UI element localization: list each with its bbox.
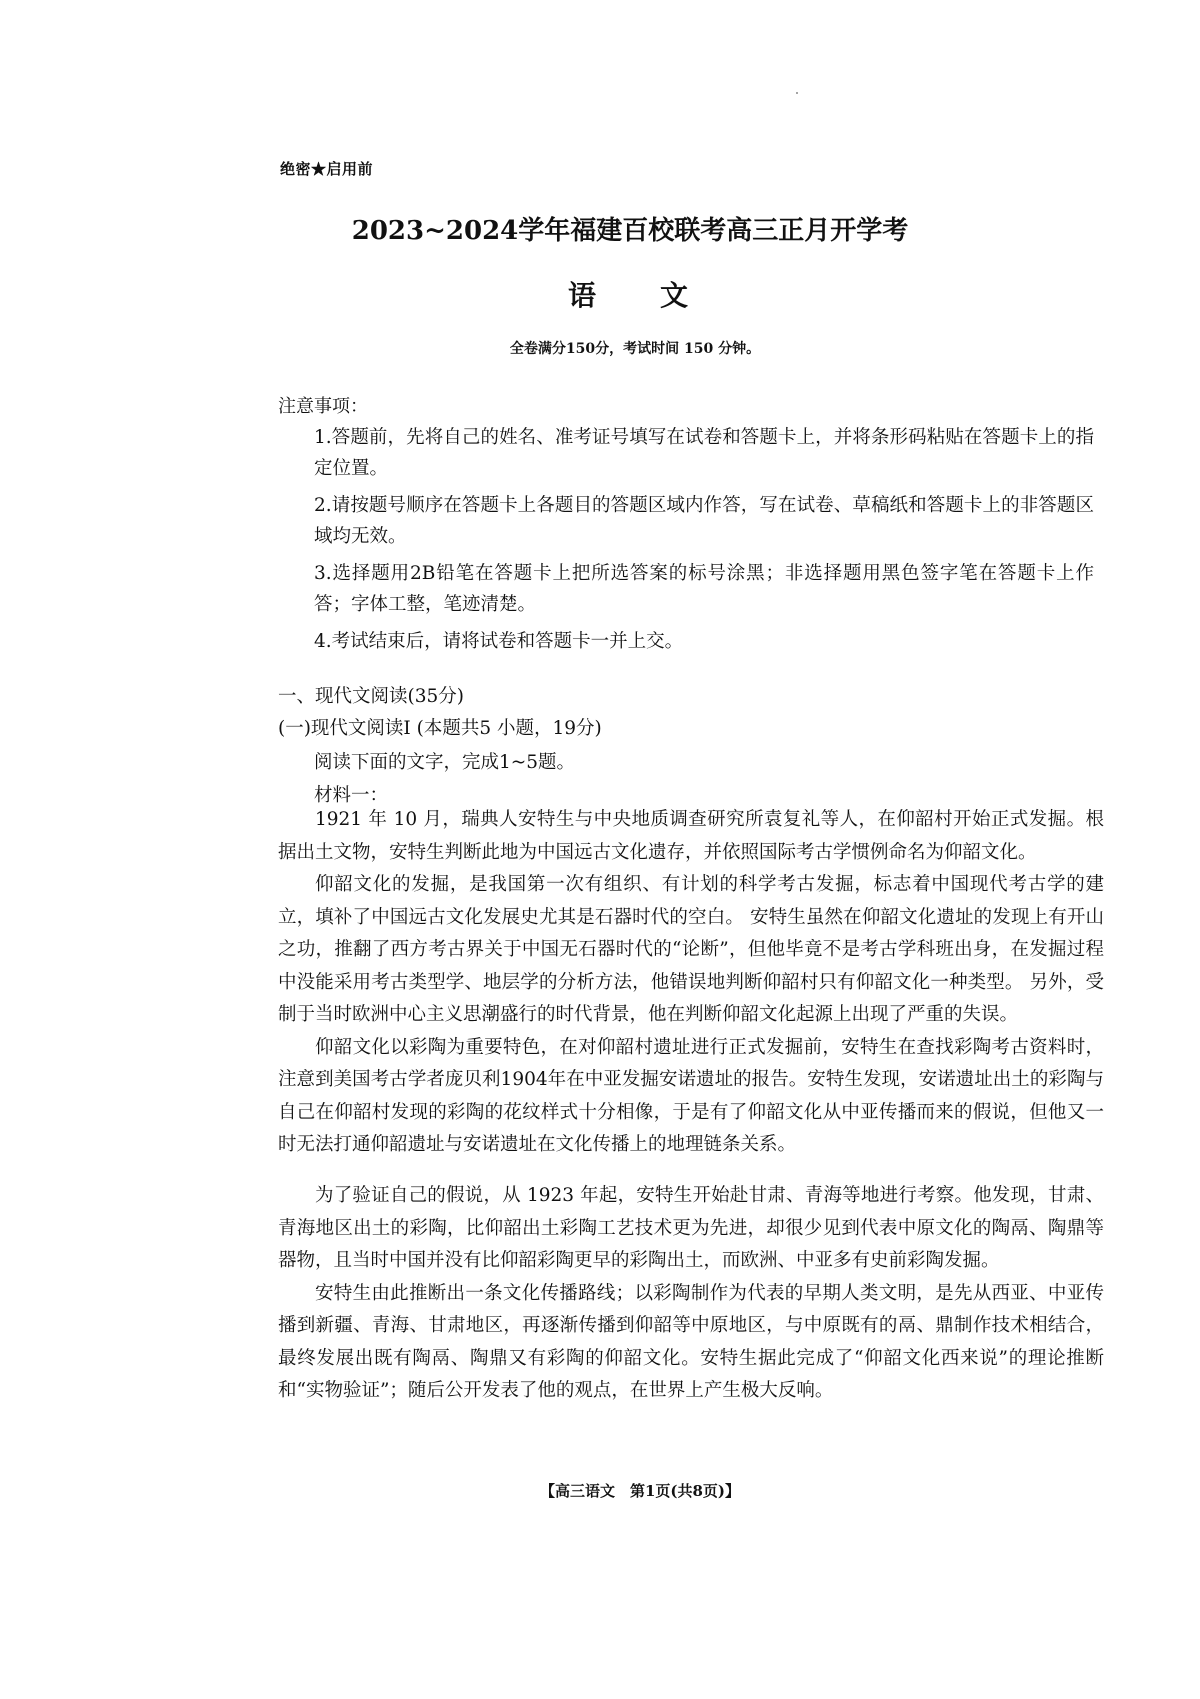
part-title: 一、现代文阅读(35分) xyxy=(278,686,464,707)
material-paragraph: 为了验证自己的假说，从 1923 年起，安特生开始赴甘肃、青海等地进行考察。他发现，甘肃、青海地区出土的彩陶，比仰韶出土彩陶工艺技术更为先进，却很少见到代表中原文化的陶鬲、陶鼎等器物，且当时中国并没有比仰韶彩陶更早的彩陶出土，而欧洲、中亚多有史前彩陶发掘。 xyxy=(278,1185,1104,1271)
material-body xyxy=(278,804,1104,1162)
scan-speck xyxy=(796,92,798,94)
material-body-continued xyxy=(278,1180,1104,1408)
subject-title: 语文 xyxy=(567,279,752,312)
sub-title: (一)现代文阅读Ⅰ (本题共5 小题，19分) xyxy=(278,718,602,739)
exam-title: 2023~2024学年福建百校联考高三正月开学考 xyxy=(351,216,909,246)
material-paragraph: 1921 年 10 月，瑞典人安特生与中央地质调查研究所袁复礼等人，在仰韶村开始正式发掘。根据出土文物，安特生判断此地为中国远古文化遗存，并依照国际考古学惯例命名为仰韶文化。 xyxy=(278,809,1104,863)
page-footer: 【高三语文 第1页(共8页)】 xyxy=(539,1482,741,1500)
material-label: 材料一： xyxy=(314,785,389,806)
reading-instruction: 阅读下面的文字，完成1~5题。 xyxy=(314,752,576,773)
full-score-note: 全卷满分150分，考试时间 150 分钟。 xyxy=(509,341,761,357)
material-paragraph: 仰韶文化以彩陶为重要特色，在对仰韶村遗址进行正式发掘前，安特生在查找彩陶考古资料时，注意到美国考古学者庞贝利1904年在中亚发掘安诺遗址的报告。安特生发现，安诺遗址出土的彩陶与自己在仰韶村发现的彩陶的花纹样式十分相像，于是有了仰韶文化从中亚传播而来的假说，但他又一时无法打通仰韶遗址与安诺遗址在文化传播上的地理链条关系。 xyxy=(278,1036,1104,1155)
notice-item: 3.选择题用2B铅笔在答题卡上把所选答案的标号涂黑；非选择题用黑色签字笔在答题卡上作答；字体工整，笔迹清楚。 xyxy=(314,563,1094,615)
secret-label: 绝密★启用前 xyxy=(280,160,374,178)
notice-item: 2.请按题号顺序在答题卡上各题目的答题区域内作答，写在试卷、草稿纸和答题卡上的非答题区域均无效。 xyxy=(314,495,1094,547)
material-paragraph: 仰韶文化的发掘，是我国第一次有组织、有计划的科学考古发掘，标志着中国现代考古学的建立，填补了中国远古文化发展史尤其是石器时代的空白。 安特生虽然在仰韶文化遗址的发现上有开山之功，推翻了西方考古界关于中国无石器时代的“论断”，但他毕竟不是考古学科班出身，在发掘过程中没能采用考古类型学、地层学的分析方法，他错误地判断仰韶村只有仰韶文化一种类型。 另外，受制于当时欧洲中心主义思潮盛行的时代背景，他在判断仰韶文化起源上出现了严重的失误。 xyxy=(278,874,1104,1025)
notice-item: 4.考试结束后，请将试卷和答题卡一并上交。 xyxy=(314,631,684,652)
material-paragraph: 安特生由此推断出一条文化传播路线；以彩陶制作为代表的早期人类文明，是先从西亚、中亚传播到新疆、青海、甘肃地区，再逐渐传播到仰韶等中原地区，与中原既有的鬲、鼎制作技术相结合，最终发展出既有陶鬲、陶鼎又有彩陶的仰韶文化。安特生据此完成了“仰韶文化西来说”的理论推断和“实物验证”；随后公开发表了他的观点，在世界上产生极大反响。 xyxy=(278,1282,1104,1401)
notice-item: 1.答题前，先将自己的姓名、准考证号填写在试卷和答题卡上，并将条形码粘贴在答题卡上的指定位置。 xyxy=(314,427,1094,479)
notice-heading: 注意事项： xyxy=(278,396,368,417)
notice-list xyxy=(314,422,1094,663)
